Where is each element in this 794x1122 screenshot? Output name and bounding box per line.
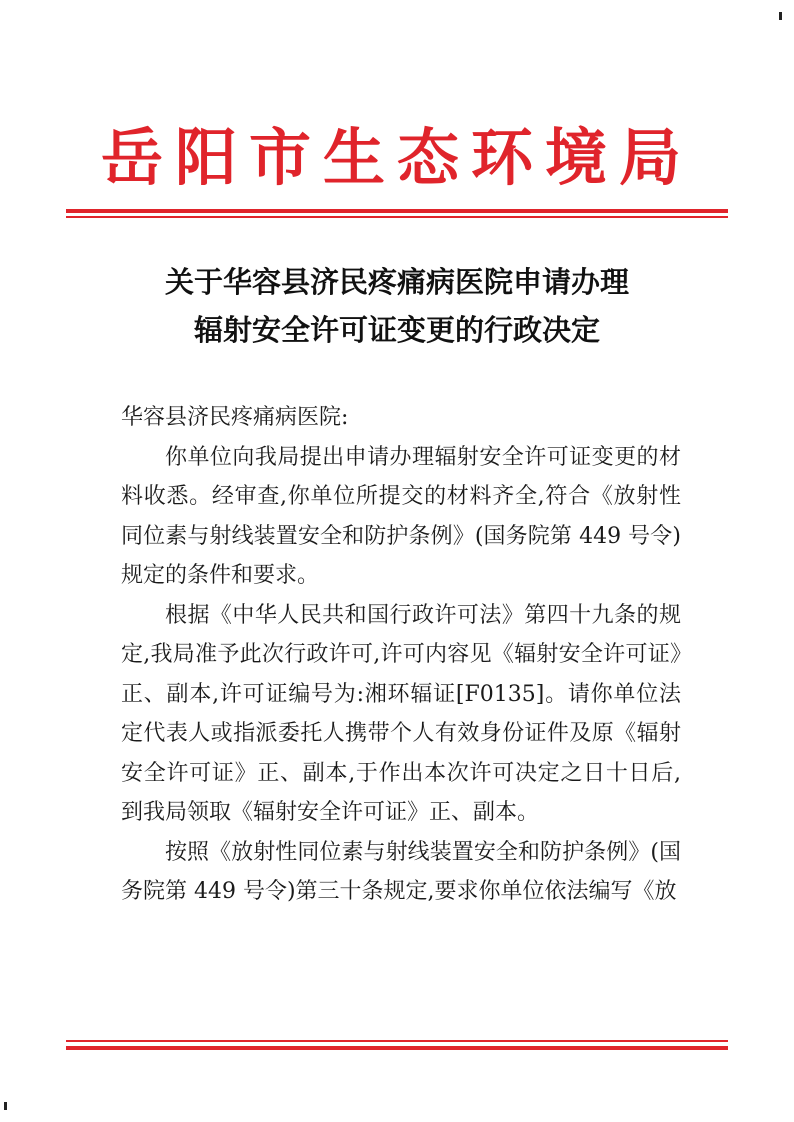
paragraph-2: 根据《中华人民共和国行政许可法》第四十九条的规定,我局准予此次行政许可,许可内容见《辐射安全许可证》正、副本,许可证编号为:湘环辐证[F0135]。请你单位法定代表人或指派委托人携带个人有效身份证件及原《辐射安全许可证》正、副本,于作出本次许可决定之日十日后,到我局领取《辐射安全许可证》正、副本。 xyxy=(121,602,681,825)
paragraph-3: 按照《放射性同位素与射线装置安全和防护条例》(国务院第 449 号令)第三十条规定,要求你单位依法编写《放 xyxy=(121,839,681,904)
scan-mark xyxy=(779,12,782,20)
heading-line-2: 辐射安全许可证变更的行政决定 xyxy=(193,313,600,347)
paragraph-1: 你单位向我局提出申请办理辐射安全许可证变更的材料收悉。经审查,你单位所提交的材料齐全,符合《放射性同位素与射线装置安全和防护条例》(国务院第 449 号令)规定的条件和要求。 xyxy=(121,444,681,588)
footer-rule-thin xyxy=(66,1040,728,1042)
letterhead-rule-thin xyxy=(66,216,728,218)
scan-mark xyxy=(4,1102,7,1110)
salutation: 华容县济民疼痛病医院: xyxy=(121,405,349,430)
letterhead-rule-thick xyxy=(66,209,728,213)
footer-rule-thick xyxy=(66,1046,728,1050)
document-body xyxy=(121,398,681,912)
letterhead-title: 岳阳市生态环境局 xyxy=(100,121,693,194)
heading-line-1: 关于华容县济民疼痛病医院申请办理 xyxy=(164,265,629,299)
document-heading xyxy=(0,258,794,354)
